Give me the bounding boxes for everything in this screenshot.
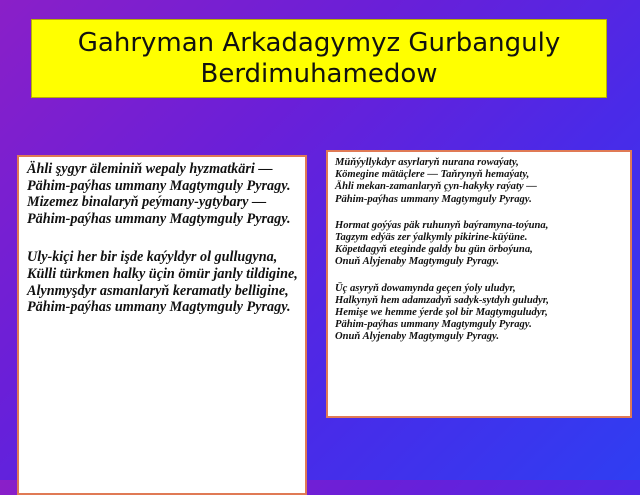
poem-line: Külli türkmen halky üçin ömür janly tildigine, <box>27 265 298 282</box>
page-title: Gahryman Arkadagymyz Gurbanguly Berdimuhamedow <box>77 27 561 89</box>
poem-line: Halkynyň hem adamzadyň sadyk-sytdyh guludyr, <box>335 294 549 306</box>
poem-line: Alynmyşdyr asmanlaryň keramatly belligine, <box>27 282 289 299</box>
poem-line: Onuň Alyjenaby Magtymguly Pyragy. <box>335 331 500 343</box>
poem-line: Pähim-paýhas ummany Magtymguly Pyragy. <box>335 193 532 205</box>
poem-line: Kömegine mätäçlere — Taňrynyň hemaýaty, <box>335 169 530 181</box>
poem-line: Pähim-paýhas ummany Magtymguly Pyragy. <box>27 299 291 316</box>
poem-stanza <box>27 161 299 227</box>
poem-line: Pähim-paýhas ummany Magtymguly Pyragy. <box>27 177 291 194</box>
poem-line: Köpetdagyň eteginde galdy bu gün örboýuna, <box>335 244 533 256</box>
poem-line: Ähli şygyr äleminiň wepaly hyzmatkäri — <box>27 161 273 177</box>
poem-line: Ähli mekan-zamanlaryň çyn-hakyky raýaty — <box>335 181 537 193</box>
poem-line: Onuň Alyjenaby Magtymguly Pyragy. <box>335 256 500 268</box>
poem-line: Tagzym edýäs zer ýalkymly pikirine-küýüne. <box>335 232 528 244</box>
poem-line: Müňýyllykdyr asyrlaryň nurana rowaýaty, <box>335 157 519 168</box>
poem-line: Pähim-paýhas ummany Magtymguly Pyragy. <box>27 210 291 227</box>
poem-line: Hormat goýýas päk ruhunyň baýramyna-toýuna, <box>335 219 549 231</box>
title-banner <box>31 19 607 98</box>
poem-line: Uly-kiçi her bir işde kaýyldyr ol gullugyna, <box>27 249 278 266</box>
poem-line: Pähim-paýhas ummany Magtymguly Pyragy. <box>335 319 532 331</box>
poem-stanza <box>27 249 299 315</box>
poem-line: Üç asyryň dowamynda geçen ýoly uludyr, <box>335 282 516 294</box>
poem-stanza <box>335 283 626 344</box>
poem-stanza <box>335 157 626 206</box>
poem-stanza <box>335 220 626 269</box>
poem-line: Hemişe we hemme ýerde şol bir Magtymguludyr, <box>335 307 548 319</box>
poem-panel-left <box>17 155 307 495</box>
poem-panel-right <box>326 150 632 418</box>
poem-line: Mizemez binalaryň peýmany-ygtybary — <box>27 194 267 211</box>
